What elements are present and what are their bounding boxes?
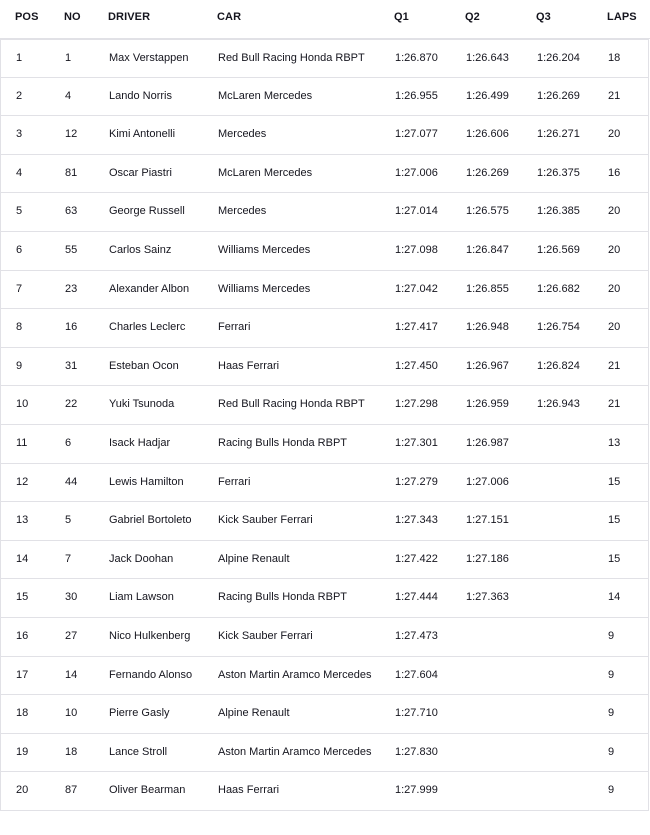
driver-cell: Charles Leclerc bbox=[109, 321, 186, 334]
laps-cell: 20 bbox=[608, 128, 621, 141]
laps-cell: 20 bbox=[608, 205, 621, 218]
column-header-q3[interactable]: Q3 bbox=[536, 11, 551, 23]
table-row[interactable] bbox=[0, 657, 649, 696]
car-cell: McLaren Mercedes bbox=[218, 166, 313, 179]
q2-time-cell: 1:27.186 bbox=[466, 552, 509, 565]
laps-cell: 9 bbox=[608, 668, 615, 681]
q3-time-cell: 1:26.824 bbox=[537, 359, 580, 372]
car-number-cell: 31 bbox=[65, 359, 78, 372]
car-number-cell: 16 bbox=[65, 321, 78, 334]
column-header-q1[interactable]: Q1 bbox=[394, 11, 409, 23]
q1-time-cell: 1:27.450 bbox=[395, 359, 438, 372]
position-cell: 16 bbox=[16, 629, 29, 642]
table-row[interactable] bbox=[0, 348, 649, 387]
car-cell: Kick Sauber Ferrari bbox=[218, 514, 313, 527]
laps-cell: 9 bbox=[608, 745, 615, 758]
q1-time-cell: 1:27.710 bbox=[395, 707, 438, 720]
laps-cell: 9 bbox=[608, 784, 615, 797]
laps-cell: 20 bbox=[608, 282, 621, 295]
q2-time-cell: 1:27.151 bbox=[466, 514, 509, 527]
q1-time-cell: 1:27.417 bbox=[395, 321, 438, 334]
q1-time-cell: 1:27.279 bbox=[395, 475, 438, 488]
position-cell: 19 bbox=[16, 745, 29, 758]
position-cell: 7 bbox=[16, 282, 23, 295]
driver-cell: Oscar Piastri bbox=[109, 166, 172, 179]
q2-time-cell: 1:26.987 bbox=[466, 436, 509, 449]
car-number-cell: 7 bbox=[65, 552, 72, 565]
position-cell: 1 bbox=[16, 52, 23, 64]
q1-time-cell: 1:27.301 bbox=[395, 436, 438, 449]
table-row[interactable] bbox=[0, 271, 649, 310]
column-header-driver[interactable]: DRIVER bbox=[108, 11, 151, 23]
car-cell: Kick Sauber Ferrari bbox=[218, 629, 313, 642]
q2-time-cell: 1:26.967 bbox=[466, 359, 509, 372]
q3-time-cell: 1:26.943 bbox=[537, 398, 580, 411]
driver-cell: Yuki Tsunoda bbox=[109, 398, 175, 411]
q2-time-cell: 1:26.269 bbox=[466, 166, 509, 179]
table-row[interactable] bbox=[0, 78, 649, 117]
position-cell: 5 bbox=[16, 205, 23, 218]
table-row[interactable] bbox=[0, 579, 649, 618]
q2-time-cell: 1:26.959 bbox=[466, 398, 509, 411]
q2-time-cell: 1:26.847 bbox=[466, 243, 509, 256]
laps-cell: 15 bbox=[608, 514, 621, 527]
position-cell: 8 bbox=[16, 321, 23, 334]
laps-cell: 14 bbox=[608, 591, 621, 604]
q1-time-cell: 1:27.014 bbox=[395, 205, 438, 218]
q1-time-cell: 1:27.444 bbox=[395, 591, 438, 604]
car-cell: Aston Martin Aramco Mercedes bbox=[218, 745, 372, 758]
table-row[interactable] bbox=[0, 116, 649, 155]
position-cell: 2 bbox=[16, 89, 23, 102]
car-cell: Racing Bulls Honda RBPT bbox=[218, 591, 348, 604]
q1-time-cell: 1:26.955 bbox=[395, 89, 438, 102]
q3-time-cell: 1:26.569 bbox=[537, 243, 580, 256]
q3-time-cell: 1:26.385 bbox=[537, 205, 580, 218]
car-number-cell: 27 bbox=[65, 629, 78, 642]
car-cell: Red Bull Racing Honda RBPT bbox=[218, 398, 365, 411]
car-number-cell: 30 bbox=[65, 591, 78, 604]
q1-time-cell: 1:27.343 bbox=[395, 514, 438, 527]
q1-time-cell: 1:27.077 bbox=[395, 128, 438, 141]
driver-cell: Liam Lawson bbox=[109, 591, 174, 604]
q3-time-cell: 1:26.682 bbox=[537, 282, 580, 295]
position-cell: 13 bbox=[16, 514, 29, 527]
car-number-cell: 55 bbox=[65, 243, 78, 256]
q2-time-cell: 1:26.948 bbox=[466, 321, 509, 334]
laps-cell: 21 bbox=[608, 359, 621, 372]
laps-cell: 20 bbox=[608, 321, 621, 334]
position-cell: 14 bbox=[16, 552, 29, 565]
q3-time-cell: 1:26.269 bbox=[537, 89, 580, 102]
table-row[interactable] bbox=[0, 502, 649, 541]
laps-cell: 16 bbox=[608, 166, 621, 179]
position-cell: 10 bbox=[16, 398, 29, 411]
driver-cell: Pierre Gasly bbox=[109, 707, 170, 720]
car-number-cell: 14 bbox=[65, 668, 78, 681]
q2-time-cell: 1:26.499 bbox=[466, 89, 509, 102]
car-number-cell: 22 bbox=[65, 398, 78, 411]
driver-cell: Esteban Ocon bbox=[109, 359, 179, 372]
q2-time-cell: 1:26.606 bbox=[466, 128, 509, 141]
column-header-car[interactable]: CAR bbox=[217, 11, 242, 23]
q2-time-cell: 1:26.643 bbox=[466, 52, 509, 64]
car-cell: Mercedes bbox=[218, 205, 267, 218]
position-cell: 9 bbox=[16, 359, 23, 372]
car-number-cell: 4 bbox=[65, 89, 72, 102]
position-cell: 15 bbox=[16, 591, 29, 604]
car-number-cell: 18 bbox=[65, 745, 78, 758]
laps-cell: 21 bbox=[608, 398, 621, 411]
table-row[interactable] bbox=[0, 386, 649, 425]
q2-time-cell: 1:27.363 bbox=[466, 591, 509, 604]
q1-time-cell: 1:27.298 bbox=[395, 398, 438, 411]
car-number-cell: 44 bbox=[65, 475, 78, 488]
table-row[interactable] bbox=[0, 193, 649, 232]
driver-cell: Kimi Antonelli bbox=[109, 128, 176, 141]
car-cell: Mercedes bbox=[218, 128, 267, 141]
table-row[interactable] bbox=[0, 425, 649, 464]
table-row[interactable] bbox=[0, 772, 649, 811]
position-cell: 4 bbox=[16, 166, 23, 179]
driver-cell: Lance Stroll bbox=[109, 745, 168, 758]
table-row[interactable] bbox=[0, 155, 649, 194]
table-row[interactable] bbox=[0, 618, 649, 657]
car-cell: McLaren Mercedes bbox=[218, 89, 313, 102]
position-cell: 18 bbox=[16, 707, 29, 720]
q3-time-cell: 1:26.375 bbox=[537, 166, 580, 179]
laps-cell: 13 bbox=[608, 436, 621, 449]
laps-cell: 18 bbox=[608, 52, 621, 64]
q2-time-cell: 1:26.855 bbox=[466, 282, 509, 295]
car-number-cell: 5 bbox=[65, 514, 72, 527]
position-cell: 3 bbox=[16, 128, 23, 141]
position-cell: 12 bbox=[16, 475, 29, 488]
car-number-cell: 1 bbox=[65, 52, 72, 64]
column-header-no[interactable]: NO bbox=[64, 11, 81, 23]
car-cell: Red Bull Racing Honda RBPT bbox=[218, 52, 365, 64]
car-number-cell: 81 bbox=[65, 166, 78, 179]
driver-cell: Nico Hulkenberg bbox=[109, 629, 191, 642]
driver-cell: Isack Hadjar bbox=[109, 436, 171, 449]
table-header bbox=[0, 0, 650, 39]
laps-cell: 15 bbox=[608, 475, 621, 488]
position-cell: 17 bbox=[16, 668, 29, 681]
laps-cell: 21 bbox=[608, 89, 621, 102]
laps-cell: 20 bbox=[608, 243, 621, 256]
driver-cell: Fernando Alonso bbox=[109, 668, 193, 681]
table-body bbox=[0, 39, 650, 811]
q1-time-cell: 1:27.098 bbox=[395, 243, 438, 256]
driver-cell: Alexander Albon bbox=[109, 282, 190, 295]
q1-time-cell: 1:27.999 bbox=[395, 784, 438, 797]
driver-cell: Jack Doohan bbox=[109, 552, 174, 565]
car-cell: Racing Bulls Honda RBPT bbox=[218, 436, 348, 449]
car-cell: Williams Mercedes bbox=[218, 282, 311, 295]
table-row[interactable] bbox=[0, 734, 649, 773]
car-number-cell: 87 bbox=[65, 784, 78, 797]
car-number-cell: 10 bbox=[65, 707, 78, 720]
table-row[interactable] bbox=[0, 464, 649, 503]
table-row[interactable] bbox=[0, 232, 649, 271]
q1-time-cell: 1:27.422 bbox=[395, 552, 438, 565]
car-cell: Ferrari bbox=[218, 321, 251, 334]
driver-cell: Carlos Sainz bbox=[109, 243, 172, 256]
car-cell: Haas Ferrari bbox=[218, 784, 280, 797]
column-header-laps[interactable]: LAPS bbox=[607, 11, 637, 23]
car-cell: Alpine Renault bbox=[218, 552, 290, 565]
table-row[interactable] bbox=[0, 309, 649, 348]
car-cell: Haas Ferrari bbox=[218, 359, 280, 372]
q1-time-cell: 1:27.604 bbox=[395, 668, 438, 681]
q3-time-cell: 1:26.204 bbox=[537, 52, 580, 64]
laps-cell: 9 bbox=[608, 629, 615, 642]
car-number-cell: 63 bbox=[65, 205, 78, 218]
q3-time-cell: 1:26.271 bbox=[537, 128, 580, 141]
q1-time-cell: 1:27.830 bbox=[395, 745, 438, 758]
driver-cell: Gabriel Bortoleto bbox=[109, 514, 192, 527]
laps-cell: 9 bbox=[608, 707, 615, 720]
q1-time-cell: 1:26.870 bbox=[395, 52, 438, 64]
q1-time-cell: 1:27.042 bbox=[395, 282, 438, 295]
column-header-q2[interactable]: Q2 bbox=[465, 11, 480, 23]
car-cell: Alpine Renault bbox=[218, 707, 290, 720]
table-row[interactable] bbox=[0, 39, 649, 78]
q1-time-cell: 1:27.006 bbox=[395, 166, 438, 179]
position-cell: 11 bbox=[16, 436, 28, 449]
laps-cell: 15 bbox=[608, 552, 621, 565]
q1-time-cell: 1:27.473 bbox=[395, 629, 438, 642]
driver-cell: Max Verstappen bbox=[109, 52, 189, 64]
driver-cell: Oliver Bearman bbox=[109, 784, 186, 797]
car-cell: Williams Mercedes bbox=[218, 243, 311, 256]
car-cell: Aston Martin Aramco Mercedes bbox=[218, 668, 372, 681]
table-row[interactable] bbox=[0, 541, 649, 580]
q2-time-cell: 1:27.006 bbox=[466, 475, 509, 488]
q3-time-cell: 1:26.754 bbox=[537, 321, 580, 334]
driver-cell: Lewis Hamilton bbox=[109, 475, 184, 488]
table-row[interactable] bbox=[0, 695, 649, 734]
position-cell: 6 bbox=[16, 243, 23, 256]
car-number-cell: 23 bbox=[65, 282, 78, 295]
column-header-pos[interactable]: POS bbox=[15, 11, 39, 23]
q2-time-cell: 1:26.575 bbox=[466, 205, 509, 218]
position-cell: 20 bbox=[16, 784, 29, 797]
driver-cell: George Russell bbox=[109, 205, 185, 218]
car-number-cell: 6 bbox=[65, 436, 72, 449]
driver-cell: Lando Norris bbox=[109, 89, 172, 102]
car-number-cell: 12 bbox=[65, 128, 78, 141]
car-cell: Ferrari bbox=[218, 475, 251, 488]
